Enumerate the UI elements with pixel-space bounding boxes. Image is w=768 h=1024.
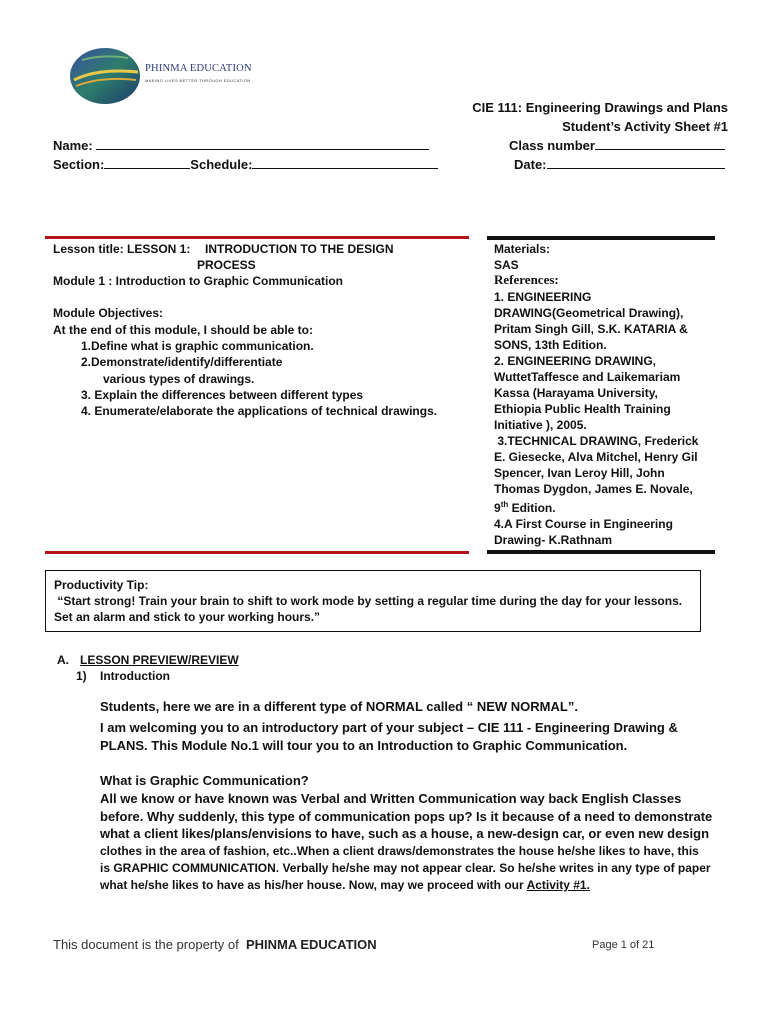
- body-line: PLANS. This Module No.1 will tour you to an Introduction to Graphic Communication.: [100, 738, 628, 753]
- reference-line: WuttetTaffesce and Laikemariam: [494, 370, 681, 384]
- lesson-title-line1: INTRODUCTION TO THE DESIGN: [205, 242, 394, 256]
- class-number-blank[interactable]: [595, 137, 725, 150]
- objective-item: 4. Enumerate/elaborate the applications of technical drawings.: [81, 404, 438, 418]
- name-label: Name:: [53, 138, 93, 153]
- page-number: Page 1 of 21: [592, 939, 655, 951]
- logo-globe-icon: [68, 46, 142, 106]
- references-heading: References:: [494, 272, 559, 287]
- name-blank[interactable]: [96, 137, 429, 150]
- module-title: Module 1 : Introduction to Graphic Communication: [53, 274, 343, 288]
- reference-line: 3.TECHNICAL DRAWING, Frederick: [494, 434, 699, 448]
- logo-name: PHINMA EDUCATION: [145, 63, 252, 74]
- phinma-logo: [68, 44, 268, 106]
- activity-1-link[interactable]: Activity #1.: [526, 878, 590, 892]
- reference-line: 4.A First Course in Engineering: [494, 517, 673, 531]
- section-a-heading: LESSON PREVIEW/REVIEW: [80, 653, 239, 667]
- body-paragraph: Students, here we are in a different type of NORMAL called “ NEW NORMAL”.: [100, 699, 578, 714]
- lesson-title-line2: PROCESS: [197, 258, 256, 272]
- class-number-field[interactable]: [509, 137, 725, 153]
- lesson-top-rule: [45, 236, 469, 239]
- reference-line: DRAWING(Geometrical Drawing),: [494, 306, 684, 320]
- sheet-title: Student’s Activity Sheet #1: [562, 119, 728, 134]
- subsection-marker: 1): [76, 669, 87, 683]
- objectives-heading: Module Objectives:: [53, 306, 164, 320]
- tip-line: “Start strong! Train your brain to shift to work mode by setting a regular time during the day for your lessons.: [54, 594, 683, 608]
- lesson-bottom-rule: [45, 551, 469, 554]
- body-line: is GRAPHIC COMMUNICATION. Verbally he/she may not appear clear. So he/she writes in any type of paper: [100, 861, 711, 875]
- footer-org: PHINMA EDUCATION: [245, 937, 377, 952]
- reference-line: Thomas Dygdon, James E. Novale,: [494, 482, 693, 496]
- body-line-with-link: [100, 877, 590, 893]
- body-line: clothes in the area of fashion, etc..When a client draws/demonstrates the house he/she likes to have, this: [100, 844, 699, 858]
- tip-heading: Productivity Tip:: [54, 578, 149, 592]
- edition-number: 9: [494, 501, 501, 515]
- objective-item: 2.Demonstrate/identify/differentiate: [81, 355, 283, 369]
- section-a-marker: A.: [57, 653, 69, 667]
- footer-property-note: [53, 937, 377, 952]
- productivity-tip-box: [45, 570, 701, 632]
- date-blank[interactable]: [547, 156, 725, 169]
- reference-line: SONS, 13th Edition.: [494, 338, 607, 352]
- objectives-intro: At the end of this module, I should be able to:: [53, 323, 313, 337]
- lesson-box: [45, 236, 469, 554]
- edition-suffix: th: [500, 500, 509, 509]
- schedule-label: Schedule:: [190, 157, 253, 172]
- references-list: [494, 289, 714, 548]
- objective-item: various types of drawings.: [103, 372, 255, 386]
- date-label: Date:: [514, 157, 547, 172]
- materials-heading: Materials:: [494, 242, 551, 256]
- materials-top-rule: [487, 236, 715, 240]
- reference-line: E. Giesecke, Alva Mitchel, Henry Gil: [494, 450, 698, 464]
- section-blank[interactable]: [104, 156, 190, 169]
- reference-line: Drawing- K.Rathnam: [494, 533, 613, 547]
- body-question: What is Graphic Communication?: [100, 773, 309, 788]
- body-line: I am welcoming you to an introductory part of your subject – CIE 111 - Engineering Drawing &: [100, 720, 678, 735]
- reference-line: Spencer, Ivan Leroy Hill, John: [494, 466, 665, 480]
- reference-line: Pritam Singh Gill, S.K. KATARIA &: [494, 322, 688, 336]
- subsection-heading: Introduction: [100, 669, 170, 683]
- logo-tagline: MAKING LIVES BETTER THROUGH EDUCATION: [145, 78, 251, 83]
- footer-text: This document is the property of: [53, 937, 246, 952]
- tip-line: Set an alarm and stick to your working hours.”: [54, 610, 321, 624]
- edition-rest: Edition.: [508, 501, 556, 515]
- name-field[interactable]: [53, 137, 429, 153]
- body-line: All we know or have known was Verbal and Written Communication way back English Classes: [100, 791, 682, 806]
- reference-edition: [494, 497, 714, 516]
- objective-item: 3. Explain the differences between different types: [81, 388, 364, 402]
- section-field[interactable]: [53, 156, 438, 172]
- reference-line: 1. ENGINEERING: [494, 290, 592, 304]
- materials-box: [487, 236, 715, 554]
- objective-item: 1.Define what is graphic communication.: [81, 339, 314, 353]
- reference-line: 2. ENGINEERING DRAWING,: [494, 354, 657, 368]
- materials-bottom-rule: [487, 550, 715, 554]
- body-line: what a client likes/plans/envisions to have, such as a house, a new-design car, or even new design: [100, 826, 710, 841]
- section-label: Section:: [53, 157, 105, 172]
- materials-item: SAS: [494, 258, 519, 272]
- course-title: CIE 111: Engineering Drawings and Plans: [472, 100, 728, 115]
- reference-line: Kassa (Harayama University,: [494, 386, 658, 400]
- reference-line: Ethiopia Public Health Training: [494, 402, 671, 416]
- body-line: before. Why suddenly, this type of communication pops up? Is it because of a need to demonstrate: [100, 809, 713, 824]
- reference-line: Initiative ), 2005.: [494, 418, 587, 432]
- class-number-label: Class number: [509, 138, 595, 153]
- lesson-title-label: Lesson title: LESSON 1:: [53, 242, 191, 256]
- body-line: what he/she likes to have as his/her house. Now, may we proceed with our: [100, 878, 527, 892]
- schedule-blank[interactable]: [252, 156, 438, 169]
- date-field[interactable]: [514, 156, 725, 172]
